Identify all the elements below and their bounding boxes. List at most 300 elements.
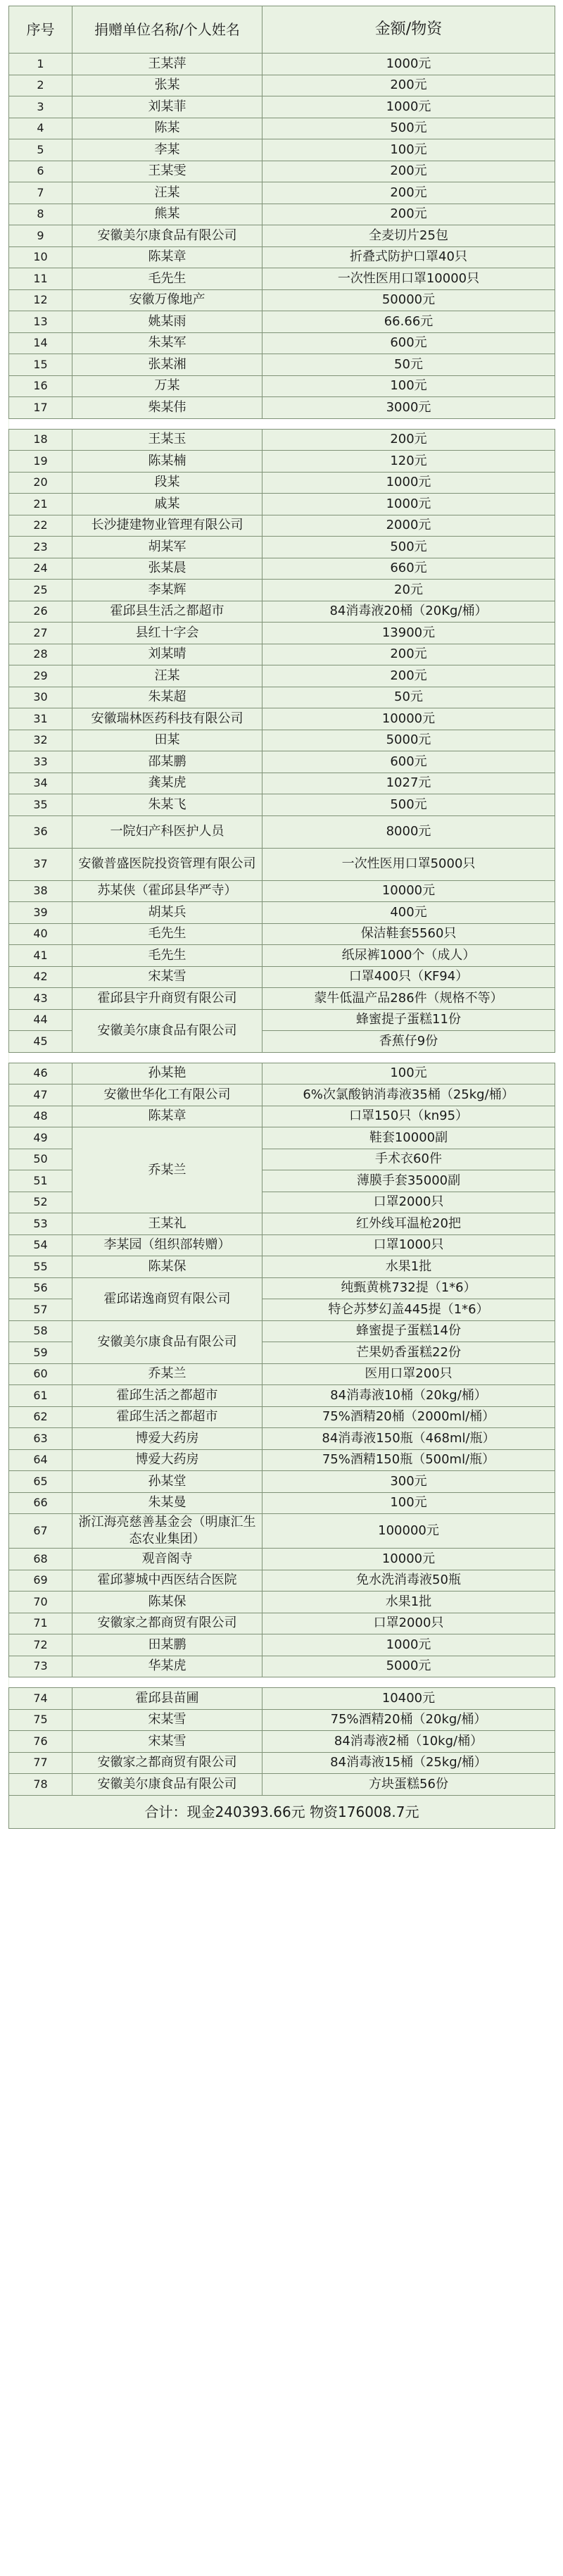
row-amount: 芒果奶香蛋糕22份 <box>262 1342 555 1364</box>
table-row <box>9 1106 555 1127</box>
row-index: 34 <box>9 773 72 794</box>
table-row <box>9 515 555 537</box>
row-donor: 霍邱生活之都超市 <box>72 1385 262 1407</box>
row-index: 45 <box>9 1031 72 1053</box>
table-row <box>9 1084 555 1106</box>
row-amount: 500元 <box>262 537 555 558</box>
row-donor: 陈某 <box>72 118 262 139</box>
table-row <box>9 1709 555 1731</box>
row-index: 58 <box>9 1320 72 1342</box>
row-donor: 柴某伟 <box>72 397 262 419</box>
table-row <box>9 902 555 924</box>
row-donor: 朱某曼 <box>72 1492 262 1514</box>
table-row <box>9 1471 555 1493</box>
table-row <box>9 1549 555 1570</box>
row-donor: 博爱大药房 <box>72 1428 262 1450</box>
row-amount: 200元 <box>262 161 555 182</box>
row-index: 32 <box>9 730 72 751</box>
row-donor: 孙某堂 <box>72 1471 262 1493</box>
table-row <box>9 1688 555 1710</box>
row-index: 17 <box>9 397 72 419</box>
table-row <box>9 644 555 665</box>
row-index: 74 <box>9 1688 72 1710</box>
table-row <box>9 494 555 515</box>
row-index: 4 <box>9 118 72 139</box>
row-amount: 特仑苏梦幻盖445提（1*6） <box>262 1299 555 1321</box>
table-row <box>9 1385 555 1407</box>
row-amount: 6%次氯酸钠消毒液35桶（25kg/桶） <box>262 1084 555 1106</box>
row-amount: 300元 <box>262 1471 555 1493</box>
table-row <box>9 225 555 247</box>
table-row <box>9 665 555 687</box>
row-index: 25 <box>9 580 72 601</box>
row-donor: 宋某雪 <box>72 1709 262 1731</box>
row-index: 44 <box>9 1009 72 1031</box>
row-amount: 50元 <box>262 687 555 708</box>
row-donor: 观音阁寺 <box>72 1549 262 1570</box>
row-amount: 口罩150只（kn95） <box>262 1106 555 1127</box>
row-index: 50 <box>9 1149 72 1170</box>
row-donor: 张某晨 <box>72 558 262 580</box>
row-donor: 刘某晴 <box>72 644 262 665</box>
section-gap <box>9 1677 555 1688</box>
table-row <box>9 375 555 397</box>
section-gap-cell <box>9 418 555 429</box>
table-row <box>9 1634 555 1656</box>
row-index: 22 <box>9 515 72 537</box>
row-index: 78 <box>9 1774 72 1796</box>
row-amount: 蜂蜜提子蛋糕14份 <box>262 1320 555 1342</box>
row-donor: 毛先生 <box>72 923 262 945</box>
row-donor: 一院妇产科医护人员 <box>72 815 262 848</box>
row-donor: 田某 <box>72 730 262 751</box>
row-donor: 安徽美尔康食品有限公司 <box>72 1320 262 1363</box>
row-index: 66 <box>9 1492 72 1514</box>
row-donor: 安徽世华化工有限公司 <box>72 1084 262 1106</box>
row-amount: 一次性医用口罩10000只 <box>262 268 555 290</box>
row-donor: 安徽美尔康食品有限公司 <box>72 1009 262 1052</box>
row-index: 11 <box>9 268 72 290</box>
row-index: 75 <box>9 1709 72 1731</box>
table-row <box>9 1570 555 1592</box>
table-row <box>9 182 555 204</box>
row-amount: 100元 <box>262 139 555 161</box>
row-index: 3 <box>9 96 72 118</box>
row-amount: 200元 <box>262 644 555 665</box>
row-donor: 陈某章 <box>72 246 262 268</box>
row-amount: 口罩400只（KF94） <box>262 966 555 988</box>
row-index: 48 <box>9 1106 72 1127</box>
table-row <box>9 1592 555 1613</box>
row-index: 47 <box>9 1084 72 1106</box>
table-row <box>9 289 555 311</box>
table-row <box>9 75 555 96</box>
row-index: 65 <box>9 1471 72 1493</box>
row-index: 37 <box>9 848 72 880</box>
row-amount: 75%酒精20桶（20kg/桶） <box>262 1709 555 1731</box>
row-donor: 胡某军 <box>72 537 262 558</box>
row-amount: 20元 <box>262 580 555 601</box>
row-amount: 一次性医用口罩5000只 <box>262 848 555 880</box>
row-donor: 李某辉 <box>72 580 262 601</box>
row-donor: 田某鹏 <box>72 1634 262 1656</box>
row-amount: 1000元 <box>262 96 555 118</box>
row-amount: 50000元 <box>262 289 555 311</box>
table-row <box>9 96 555 118</box>
row-index: 61 <box>9 1385 72 1407</box>
row-donor: 毛先生 <box>72 945 262 967</box>
row-donor: 安徽普盛医院投资管理有限公司 <box>72 848 262 880</box>
row-amount: 1000元 <box>262 1634 555 1656</box>
table-row <box>9 751 555 773</box>
row-amount: 84消毒液10桶（20kg/桶） <box>262 1385 555 1407</box>
row-donor: 霍邱县宇升商贸有限公司 <box>72 988 262 1010</box>
row-donor: 王某礼 <box>72 1213 262 1235</box>
table-row <box>9 1449 555 1471</box>
row-donor: 浙江海亮慈善基金会（明康汇生态农业集团） <box>72 1514 262 1549</box>
header-index: 序号 <box>9 6 72 54</box>
row-amount: 10000元 <box>262 708 555 730</box>
table-row <box>9 1613 555 1634</box>
row-amount: 84消毒液2桶（10kg/桶） <box>262 1731 555 1753</box>
donation-table <box>8 6 555 1829</box>
row-donor: 孙某艳 <box>72 1063 262 1084</box>
row-amount: 纯甄黄桃732提（1*6） <box>262 1277 555 1299</box>
row-amount: 香蕉仔9份 <box>262 1031 555 1053</box>
row-donor: 安徽万像地产 <box>72 289 262 311</box>
row-index: 60 <box>9 1363 72 1385</box>
row-amount: 13900元 <box>262 623 555 644</box>
row-index: 28 <box>9 644 72 665</box>
row-amount: 口罩2000只 <box>262 1192 555 1213</box>
row-amount: 10400元 <box>262 1688 555 1710</box>
row-index: 73 <box>9 1656 72 1677</box>
table-row <box>9 1256 555 1278</box>
table-row <box>9 1277 555 1299</box>
row-index: 21 <box>9 494 72 515</box>
donation-table-sheet <box>8 6 555 1829</box>
table-row <box>9 204 555 225</box>
row-index: 67 <box>9 1514 72 1549</box>
table-row <box>9 880 555 902</box>
table-row <box>9 1127 555 1149</box>
row-amount: 10000元 <box>262 1549 555 1570</box>
table-footer-row <box>9 1795 555 1828</box>
row-donor: 陈某章 <box>72 1106 262 1127</box>
table-row <box>9 708 555 730</box>
row-amount: 1000元 <box>262 472 555 494</box>
row-amount: 50元 <box>262 354 555 376</box>
row-donor: 刘某菲 <box>72 96 262 118</box>
table-body <box>9 6 555 1829</box>
table-row <box>9 945 555 967</box>
row-donor: 苏某侠（霍邱县华严寺） <box>72 880 262 902</box>
row-donor: 县红十字会 <box>72 623 262 644</box>
table-row <box>9 558 555 580</box>
row-amount: 方块蛋糕56份 <box>262 1774 555 1796</box>
row-donor: 乔某兰 <box>72 1127 262 1213</box>
row-index: 30 <box>9 687 72 708</box>
row-amount: 薄膜手套35000副 <box>262 1170 555 1192</box>
row-donor: 霍邱诺逸商贸有限公司 <box>72 1277 262 1320</box>
row-index: 27 <box>9 623 72 644</box>
table-row <box>9 1514 555 1549</box>
row-donor: 安徽美尔康食品有限公司 <box>72 225 262 247</box>
row-donor: 李某 <box>72 139 262 161</box>
row-index: 35 <box>9 794 72 816</box>
table-row <box>9 332 555 354</box>
row-amount: 1000元 <box>262 494 555 515</box>
row-index: 64 <box>9 1449 72 1471</box>
row-amount: 折叠式防护口罩40只 <box>262 246 555 268</box>
table-row <box>9 815 555 848</box>
row-index: 52 <box>9 1192 72 1213</box>
table-row <box>9 794 555 816</box>
row-donor: 霍邱蓼城中西医结合医院 <box>72 1570 262 1592</box>
row-amount: 75%酒精150瓶（500ml/瓶） <box>262 1449 555 1471</box>
row-index: 56 <box>9 1277 72 1299</box>
row-amount: 200元 <box>262 204 555 225</box>
row-index: 43 <box>9 988 72 1010</box>
row-index: 12 <box>9 289 72 311</box>
row-amount: 2000元 <box>262 515 555 537</box>
section-gap-cell <box>9 1052 555 1063</box>
table-row <box>9 848 555 880</box>
row-amount: 口罩1000只 <box>262 1234 555 1256</box>
row-amount: 蒙牛低温产品286件（规格不等） <box>262 988 555 1010</box>
row-amount: 免水洗消毒液50瓶 <box>262 1570 555 1592</box>
row-index: 76 <box>9 1731 72 1753</box>
row-index: 57 <box>9 1299 72 1321</box>
row-donor: 乔某兰 <box>72 1363 262 1385</box>
table-row <box>9 773 555 794</box>
row-index: 5 <box>9 139 72 161</box>
table-row <box>9 139 555 161</box>
table-row <box>9 1234 555 1256</box>
row-index: 69 <box>9 1570 72 1592</box>
row-index: 8 <box>9 204 72 225</box>
row-amount: 保洁鞋套5560只 <box>262 923 555 945</box>
table-row <box>9 311 555 333</box>
row-index: 1 <box>9 54 72 75</box>
header-donor: 捐赠单位名称/个人姓名 <box>72 6 262 54</box>
row-donor: 段某 <box>72 472 262 494</box>
table-row <box>9 923 555 945</box>
row-donor: 陈某保 <box>72 1256 262 1278</box>
row-index: 72 <box>9 1634 72 1656</box>
row-index: 29 <box>9 665 72 687</box>
row-index: 49 <box>9 1127 72 1149</box>
row-index: 68 <box>9 1549 72 1570</box>
row-amount: 1027元 <box>262 773 555 794</box>
row-amount: 100元 <box>262 1492 555 1514</box>
row-donor: 万某 <box>72 375 262 397</box>
section-gap <box>9 1052 555 1063</box>
row-index: 71 <box>9 1613 72 1634</box>
row-donor: 熊某 <box>72 204 262 225</box>
row-index: 77 <box>9 1752 72 1774</box>
table-row <box>9 988 555 1010</box>
row-amount: 蜂蜜提子蛋糕11份 <box>262 1009 555 1031</box>
row-amount: 8000元 <box>262 815 555 848</box>
row-index: 9 <box>9 225 72 247</box>
row-amount: 400元 <box>262 902 555 924</box>
row-donor: 华某虎 <box>72 1656 262 1677</box>
row-index: 13 <box>9 311 72 333</box>
table-row <box>9 451 555 473</box>
row-index: 26 <box>9 601 72 623</box>
table-row <box>9 623 555 644</box>
row-amount: 660元 <box>262 558 555 580</box>
table-row <box>9 1406 555 1428</box>
row-amount: 1000元 <box>262 54 555 75</box>
row-amount: 手术衣60件 <box>262 1149 555 1170</box>
row-index: 36 <box>9 815 72 848</box>
table-row <box>9 1731 555 1753</box>
row-donor: 朱某超 <box>72 687 262 708</box>
row-donor: 汪某 <box>72 182 262 204</box>
row-amount: 100元 <box>262 1063 555 1084</box>
row-index: 46 <box>9 1063 72 1084</box>
row-donor: 安徽家之都商贸有限公司 <box>72 1752 262 1774</box>
row-index: 70 <box>9 1592 72 1613</box>
row-donor: 安徽美尔康食品有限公司 <box>72 1774 262 1796</box>
row-index: 6 <box>9 161 72 182</box>
row-donor: 朱某飞 <box>72 794 262 816</box>
row-amount: 600元 <box>262 751 555 773</box>
row-amount: 200元 <box>262 665 555 687</box>
row-amount: 鞋套10000副 <box>262 1127 555 1149</box>
row-amount: 200元 <box>262 182 555 204</box>
row-index: 51 <box>9 1170 72 1192</box>
row-donor: 陈某保 <box>72 1592 262 1613</box>
table-row <box>9 1009 555 1031</box>
row-amount: 红外线耳温枪20把 <box>262 1213 555 1235</box>
row-index: 19 <box>9 451 72 473</box>
row-amount: 66.66元 <box>262 311 555 333</box>
row-index: 62 <box>9 1406 72 1428</box>
row-donor: 博爱大药房 <box>72 1449 262 1471</box>
row-amount: 500元 <box>262 118 555 139</box>
table-row <box>9 966 555 988</box>
section-gap-cell <box>9 1677 555 1688</box>
table-row <box>9 54 555 75</box>
row-donor: 宋某雪 <box>72 1731 262 1753</box>
row-amount: 84消毒液150瓶（468ml/瓶） <box>262 1428 555 1450</box>
table-row <box>9 354 555 376</box>
row-index: 2 <box>9 75 72 96</box>
row-donor: 王某萍 <box>72 54 262 75</box>
row-index: 23 <box>9 537 72 558</box>
row-index: 20 <box>9 472 72 494</box>
row-donor: 张某湘 <box>72 354 262 376</box>
row-donor: 霍邱县苗圃 <box>72 1688 262 1710</box>
row-amount: 3000元 <box>262 397 555 419</box>
row-index: 24 <box>9 558 72 580</box>
row-donor: 张某 <box>72 75 262 96</box>
row-amount: 200元 <box>262 429 555 451</box>
table-header-row <box>9 6 555 54</box>
header-amount: 金额/物资 <box>262 6 555 54</box>
row-donor: 霍邱生活之都超市 <box>72 1406 262 1428</box>
row-amount: 84消毒液20桶（20Kg/桶） <box>262 601 555 623</box>
table-row <box>9 1428 555 1450</box>
row-amount: 口罩2000只 <box>262 1613 555 1634</box>
row-amount: 84消毒液15桶（25kg/桶） <box>262 1752 555 1774</box>
row-amount: 200元 <box>262 75 555 96</box>
row-amount: 500元 <box>262 794 555 816</box>
row-donor: 陈某楠 <box>72 451 262 473</box>
table-row <box>9 1656 555 1677</box>
row-amount: 医用口罩200只 <box>262 1363 555 1385</box>
table-row <box>9 730 555 751</box>
row-donor: 长沙捷建物业管理有限公司 <box>72 515 262 537</box>
row-amount: 5000元 <box>262 730 555 751</box>
row-donor: 霍邱县生活之都超市 <box>72 601 262 623</box>
table-row <box>9 161 555 182</box>
row-amount: 全麦切片25包 <box>262 225 555 247</box>
row-amount: 5000元 <box>262 1656 555 1677</box>
row-donor: 宋某雪 <box>72 966 262 988</box>
table-row <box>9 1063 555 1084</box>
row-amount: 100元 <box>262 375 555 397</box>
row-donor: 龚某虎 <box>72 773 262 794</box>
row-index: 63 <box>9 1428 72 1450</box>
table-row <box>9 1492 555 1514</box>
row-amount: 水果1批 <box>262 1256 555 1278</box>
section-gap <box>9 418 555 429</box>
table-row <box>9 1320 555 1342</box>
row-donor: 安徽瑞林医药科技有限公司 <box>72 708 262 730</box>
row-amount: 10000元 <box>262 880 555 902</box>
row-index: 41 <box>9 945 72 967</box>
row-amount: 75%酒精20桶（2000ml/桶） <box>262 1406 555 1428</box>
row-index: 39 <box>9 902 72 924</box>
row-amount: 120元 <box>262 451 555 473</box>
row-amount: 纸尿裤1000个（成人） <box>262 945 555 967</box>
row-index: 54 <box>9 1234 72 1256</box>
row-donor: 邵某鹏 <box>72 751 262 773</box>
table-row <box>9 118 555 139</box>
row-index: 38 <box>9 880 72 902</box>
row-amount: 水果1批 <box>262 1592 555 1613</box>
row-donor: 胡某兵 <box>72 902 262 924</box>
row-donor: 朱某军 <box>72 332 262 354</box>
table-row <box>9 537 555 558</box>
table-row <box>9 1213 555 1235</box>
row-donor: 汪某 <box>72 665 262 687</box>
row-index: 42 <box>9 966 72 988</box>
table-row <box>9 268 555 290</box>
row-index: 40 <box>9 923 72 945</box>
table-row <box>9 246 555 268</box>
table-row <box>9 1774 555 1796</box>
row-donor: 安徽家之都商贸有限公司 <box>72 1613 262 1634</box>
row-index: 59 <box>9 1342 72 1364</box>
row-donor: 毛先生 <box>72 268 262 290</box>
row-index: 16 <box>9 375 72 397</box>
table-row <box>9 472 555 494</box>
row-index: 31 <box>9 708 72 730</box>
row-index: 18 <box>9 429 72 451</box>
row-index: 14 <box>9 332 72 354</box>
table-row <box>9 687 555 708</box>
row-index: 10 <box>9 246 72 268</box>
table-row <box>9 1363 555 1385</box>
table-row <box>9 429 555 451</box>
row-index: 55 <box>9 1256 72 1278</box>
total-summary: 合计：现金240393.66元 物资176008.7元 <box>9 1795 555 1828</box>
